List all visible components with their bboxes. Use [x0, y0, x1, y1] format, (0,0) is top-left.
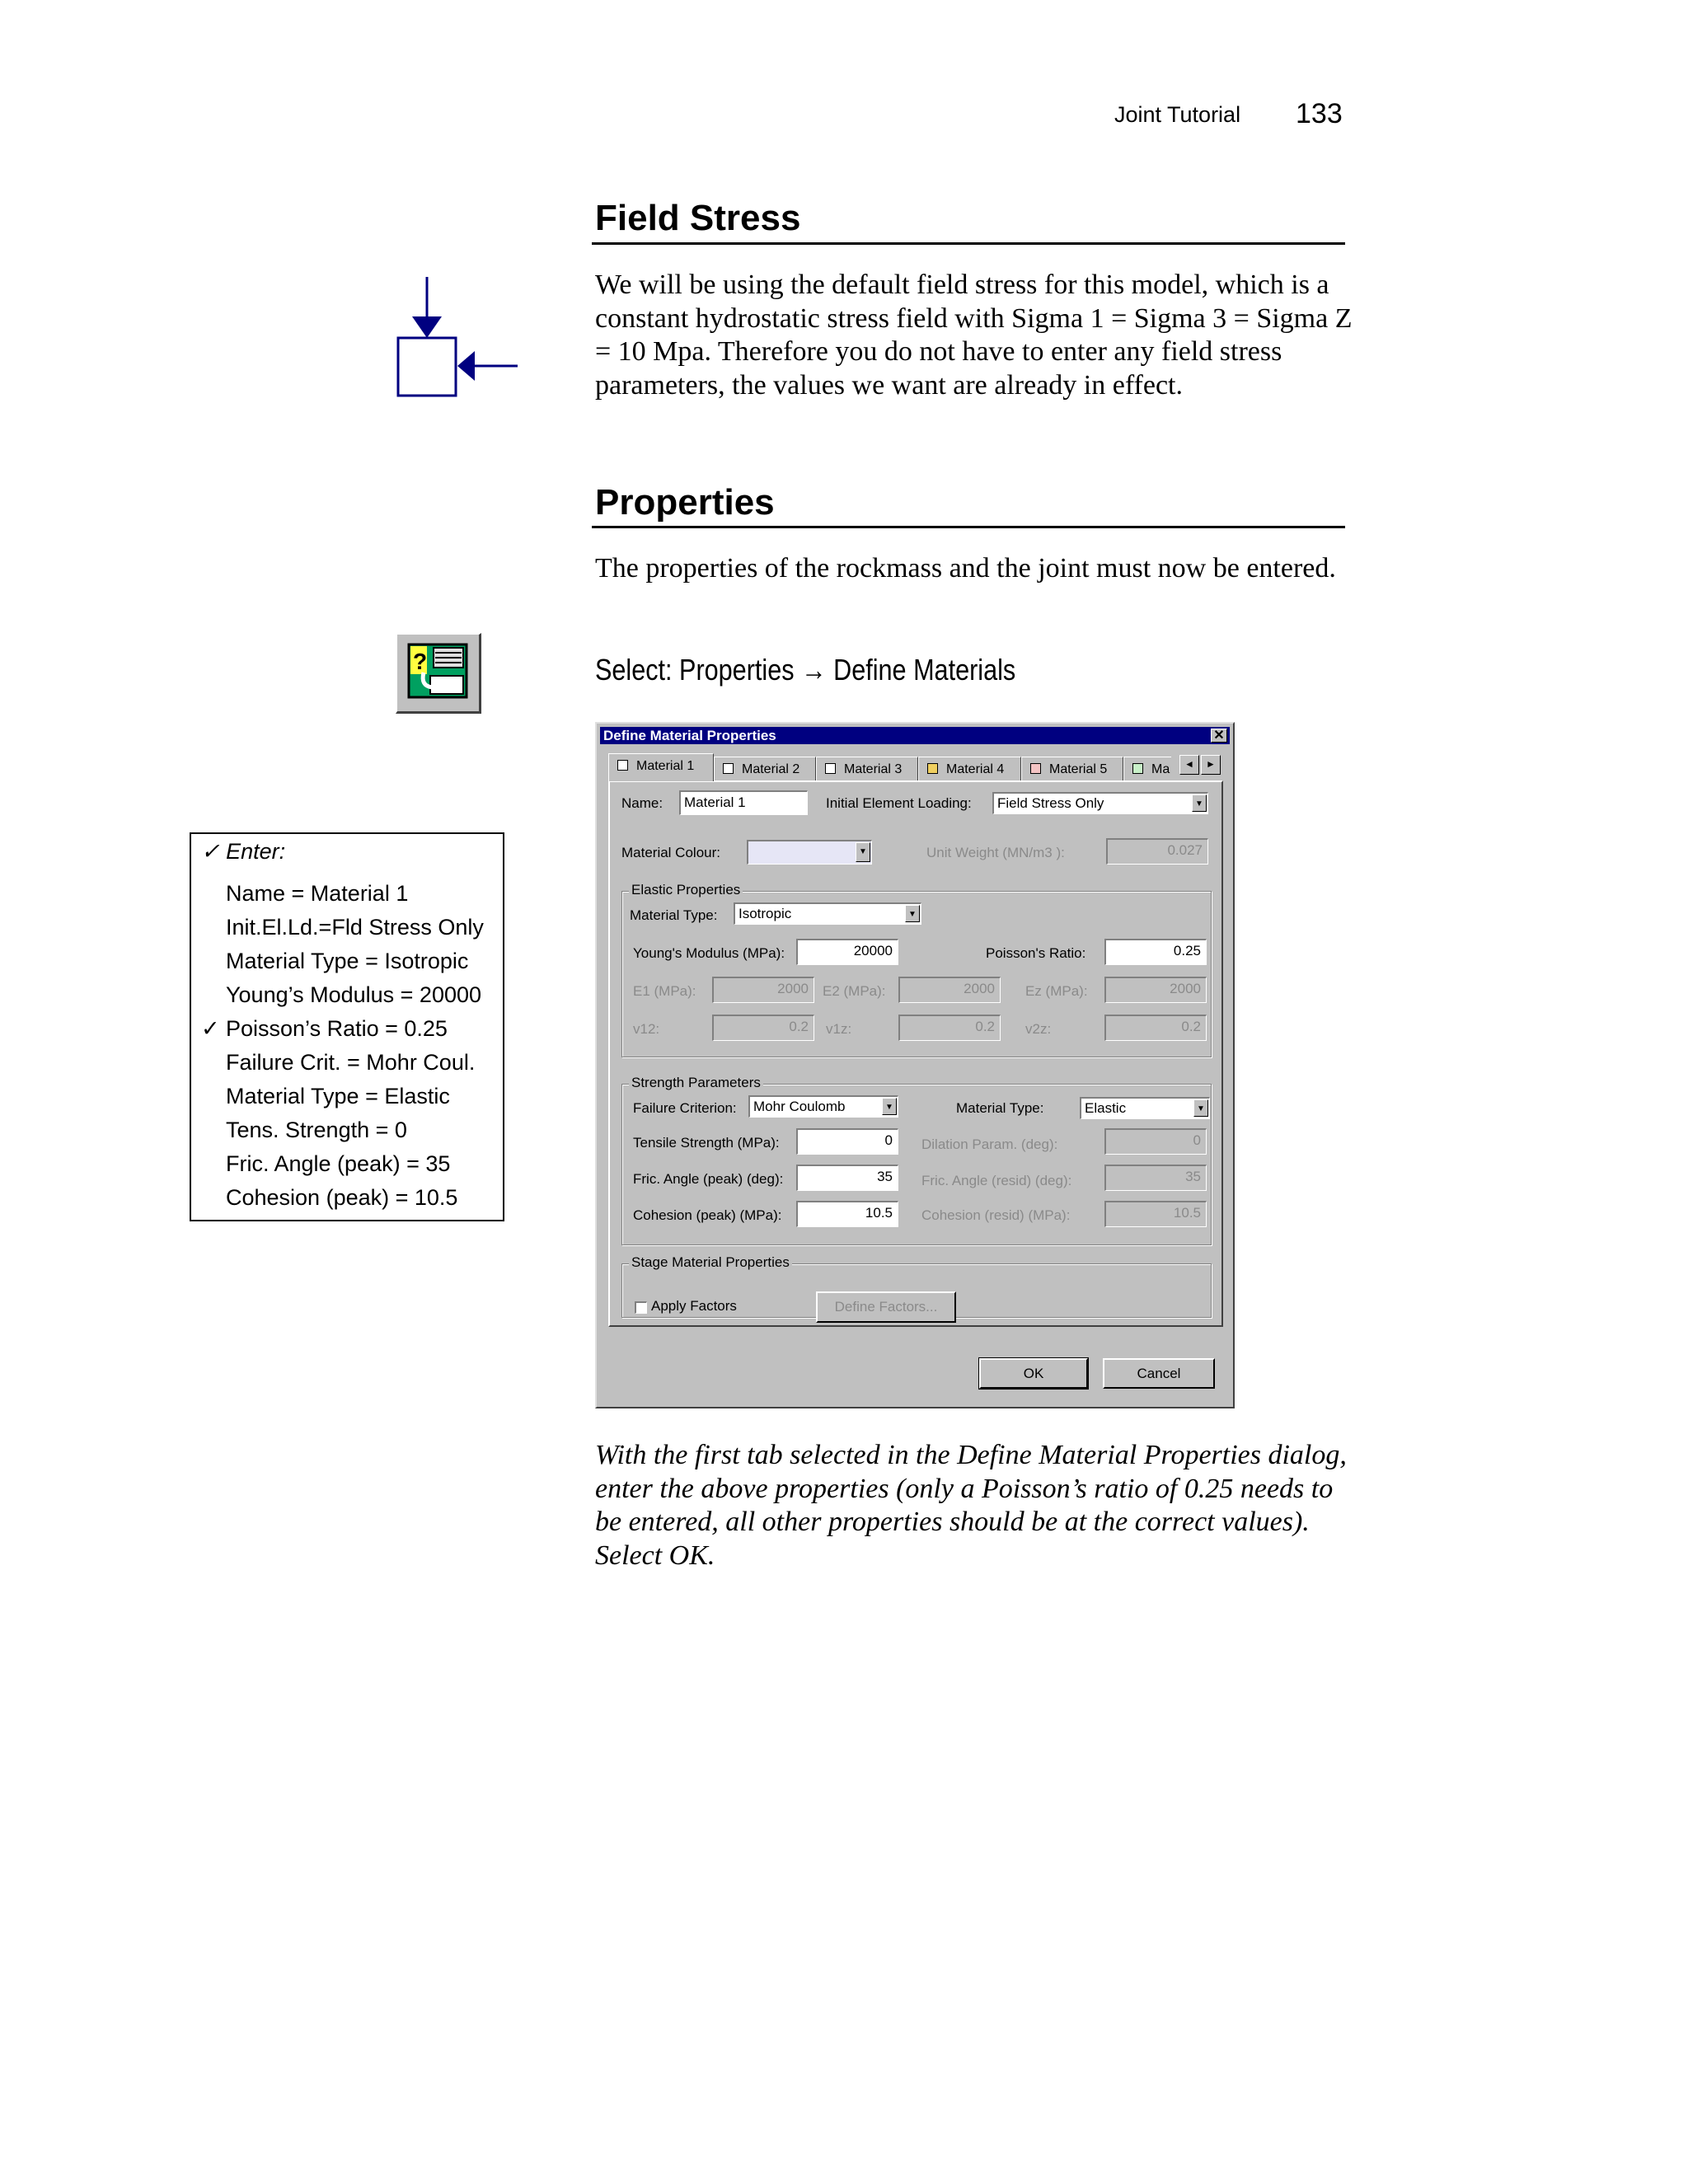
- enter-list-item: [191, 978, 484, 1012]
- strength-material-type-label: Material Type:: [956, 1100, 1044, 1116]
- youngs-modulus-input[interactable]: 20000: [796, 939, 898, 965]
- figure-caption: With the first tab selected in the Define Material Properties dialog, enter the above properties (only a Poisson’s ratio of 0.25 needs to be entered, all other properties should be at the correct values). Select OK.: [595, 1440, 1347, 1571]
- strength-parameters-group-label: Strength Parameters: [629, 1075, 763, 1091]
- name-label: Name:: [621, 795, 663, 811]
- cohesion-resid-input[interactable]: 10.5: [1104, 1201, 1207, 1227]
- material-colour-select[interactable]: [747, 840, 872, 865]
- unit-weight-label: Unit Weight (MN/m3 ):: [926, 845, 1065, 860]
- material-1-tab-panel: [608, 780, 1223, 1327]
- poissons-ratio-label: Poisson's Ratio:: [986, 945, 1086, 961]
- unit-weight-input[interactable]: 0.027: [1106, 838, 1208, 865]
- tab-label: Material 1: [636, 759, 695, 773]
- strength-material-type-select[interactable]: [1080, 1097, 1210, 1119]
- enter-list-item: [191, 1012, 484, 1046]
- e2-label: E2 (MPa):: [823, 983, 886, 999]
- poissons-ratio-input[interactable]: 0.25: [1104, 939, 1207, 965]
- close-button[interactable]: ✕: [1211, 729, 1227, 743]
- chevron-down-icon: ▼: [905, 905, 920, 922]
- enter-list-item: [191, 877, 484, 911]
- material-colour-swatch-icon: [825, 763, 836, 774]
- enter-list-item: [191, 911, 484, 944]
- v12-label: v12:: [633, 1021, 660, 1037]
- field-stress-rule: [592, 242, 1345, 245]
- tensile-strength-label: Tensile Strength (MPa):: [633, 1135, 780, 1151]
- v12-input[interactable]: 0.2: [712, 1015, 814, 1041]
- tab-material-5[interactable]: [1021, 757, 1123, 781]
- tab-scroll-left-icon[interactable]: ◄: [1179, 755, 1199, 775]
- youngs-modulus-label: Young's Modulus (MPa):: [633, 945, 785, 961]
- tab-label: Ma: [1151, 762, 1170, 776]
- field-stress-paragraph: We will be using the default field stress for this model, which is a constant hydrostatic stress field with Sigma 1 = Sigma 3 = Sigma Z = 10 Mpa. Therefore you do not have to enter any field stress parameters, the values we want are already in effect.: [595, 269, 1353, 401]
- enter-list-item: [191, 1080, 484, 1113]
- select-instruction: Select: Properties → Define Materials: [595, 653, 1016, 687]
- field-stress-heading: Field Stress: [595, 198, 801, 238]
- tab-material-1[interactable]: [608, 753, 714, 781]
- material-colour-swatch-icon: [1030, 763, 1041, 774]
- tab-label: Material 5: [1049, 762, 1108, 776]
- enter-list-item-text: Fric. Angle (peak) = 35: [226, 1151, 451, 1176]
- tab-material-6[interactable]: [1123, 757, 1171, 781]
- material-colour-swatch-icon: [617, 760, 628, 771]
- failure-criterion-label: Failure Criterion:: [633, 1100, 737, 1116]
- fric-angle-peak-input[interactable]: 35: [796, 1165, 898, 1191]
- fric-angle-resid-label: Fric. Angle (resid) (deg):: [921, 1173, 1072, 1188]
- enter-list-item: [191, 1147, 484, 1181]
- page-number: 133: [1296, 98, 1343, 129]
- define-factors-button[interactable]: Define Factors...: [816, 1291, 956, 1323]
- enter-list-item-text: Name = Material 1: [226, 881, 409, 906]
- v1z-input[interactable]: 0.2: [898, 1015, 1001, 1041]
- elastic-material-type-select[interactable]: [734, 902, 921, 925]
- initial-element-loading-select[interactable]: [992, 792, 1208, 814]
- elastic-material-type-value: Isotropic: [738, 906, 792, 921]
- enter-list-item: [191, 1181, 484, 1215]
- cohesion-peak-input[interactable]: 10.5: [796, 1201, 898, 1227]
- tab-material-2[interactable]: [714, 757, 816, 781]
- enter-list-item-text: Tens. Strength = 0: [226, 1118, 407, 1142]
- material-colour-label: Material Colour:: [621, 845, 720, 860]
- e1-label: E1 (MPa):: [633, 983, 696, 999]
- chevron-down-icon: ▼: [1193, 1099, 1208, 1117]
- material-colour-swatch-icon: [723, 763, 734, 774]
- apply-factors-checkbox[interactable]: [635, 1301, 647, 1314]
- cancel-button[interactable]: Cancel: [1103, 1358, 1215, 1389]
- checkmark-icon: ✓: [201, 1016, 220, 1041]
- e2-input[interactable]: 2000: [898, 977, 1001, 1003]
- ez-input[interactable]: 2000: [1104, 977, 1207, 1003]
- enter-list: [191, 877, 484, 1215]
- initial-element-loading-label: Initial Element Loading:: [826, 795, 972, 811]
- enter-list-item-text: Young’s Modulus = 20000: [226, 982, 482, 1007]
- enter-list-item-text: Failure Crit. = Mohr Coul.: [226, 1050, 476, 1075]
- elastic-material-type-label: Material Type:: [630, 907, 718, 923]
- define-material-properties-dialog: [595, 722, 1235, 1408]
- fric-angle-resid-input[interactable]: 35: [1104, 1165, 1207, 1191]
- failure-criterion-value: Mohr Coulomb: [753, 1099, 846, 1114]
- chevron-down-icon: ▼: [1192, 794, 1207, 812]
- v1z-label: v1z:: [826, 1021, 852, 1037]
- tab-label: Material 3: [844, 762, 903, 776]
- e1-input[interactable]: 2000: [712, 977, 814, 1003]
- tab-scroll-right-icon[interactable]: ►: [1201, 755, 1221, 775]
- enter-list-item: [191, 1046, 484, 1080]
- fric-angle-peak-label: Fric. Angle (peak) (deg):: [633, 1171, 784, 1187]
- failure-criterion-select[interactable]: [748, 1095, 898, 1118]
- running-head: Joint Tutorial: [1114, 102, 1241, 127]
- strength-material-type-value: Elastic: [1085, 1100, 1127, 1116]
- enter-list-item-text: Cohesion (peak) = 10.5: [226, 1185, 458, 1210]
- initial-element-loading-value: Field Stress Only: [997, 795, 1104, 811]
- elastic-properties-group-label: Elastic Properties: [629, 882, 743, 898]
- material-name-input[interactable]: Material 1: [679, 790, 808, 815]
- cohesion-resid-label: Cohesion (resid) (MPa):: [921, 1207, 1071, 1223]
- enter-list-item: [191, 1113, 484, 1147]
- tab-material-3[interactable]: [816, 757, 918, 781]
- enter-list-item-text: Material Type = Elastic: [226, 1084, 450, 1108]
- tab-label: Material 4: [946, 762, 1005, 776]
- tensile-strength-input[interactable]: 0: [796, 1128, 898, 1155]
- stage-material-properties-group-label: Stage Material Properties: [629, 1254, 792, 1271]
- svg-text:?: ?: [413, 649, 428, 674]
- chevron-down-icon: ▼: [882, 1098, 897, 1115]
- dialog-titlebar[interactable]: [600, 727, 1230, 744]
- properties-rule: [592, 526, 1345, 528]
- material-colour-swatch-icon: [927, 763, 938, 774]
- dilation-param-label: Dilation Param. (deg):: [921, 1137, 1058, 1152]
- properties-heading: Properties: [595, 482, 775, 523]
- enter-list-item-text: Poisson’s Ratio = 0.25: [226, 1016, 448, 1041]
- material-colour-swatch-icon: [1132, 763, 1143, 774]
- enter-box-header: ✓ Enter:: [201, 839, 286, 864]
- tab-label: Material 2: [742, 762, 800, 776]
- enter-list-item: [191, 944, 484, 978]
- tab-material-4[interactable]: [918, 757, 1021, 781]
- properties-paragraph: The properties of the rockmass and the joint must now be entered.: [595, 553, 1336, 583]
- enter-instructions-box: [190, 832, 504, 1221]
- v2z-label: v2z:: [1025, 1021, 1052, 1037]
- enter-list-item-text: Material Type = Isotropic: [226, 949, 469, 973]
- apply-factors-label: Apply Factors: [651, 1298, 737, 1314]
- dialog-title: Define Material Properties: [603, 728, 776, 743]
- field-stress-icon: [392, 274, 524, 399]
- chevron-down-icon: ▼: [856, 842, 870, 862]
- ok-button[interactable]: OK: [979, 1358, 1088, 1389]
- define-materials-toolbar-icon[interactable]: [396, 633, 481, 714]
- dilation-param-input[interactable]: 0: [1104, 1128, 1207, 1155]
- v2z-input[interactable]: 0.2: [1104, 1015, 1207, 1041]
- ez-label: Ez (MPa):: [1025, 983, 1088, 999]
- enter-list-item-text: Init.El.Ld.=Fld Stress Only: [226, 915, 484, 940]
- cohesion-peak-label: Cohesion (peak) (MPa):: [633, 1207, 782, 1223]
